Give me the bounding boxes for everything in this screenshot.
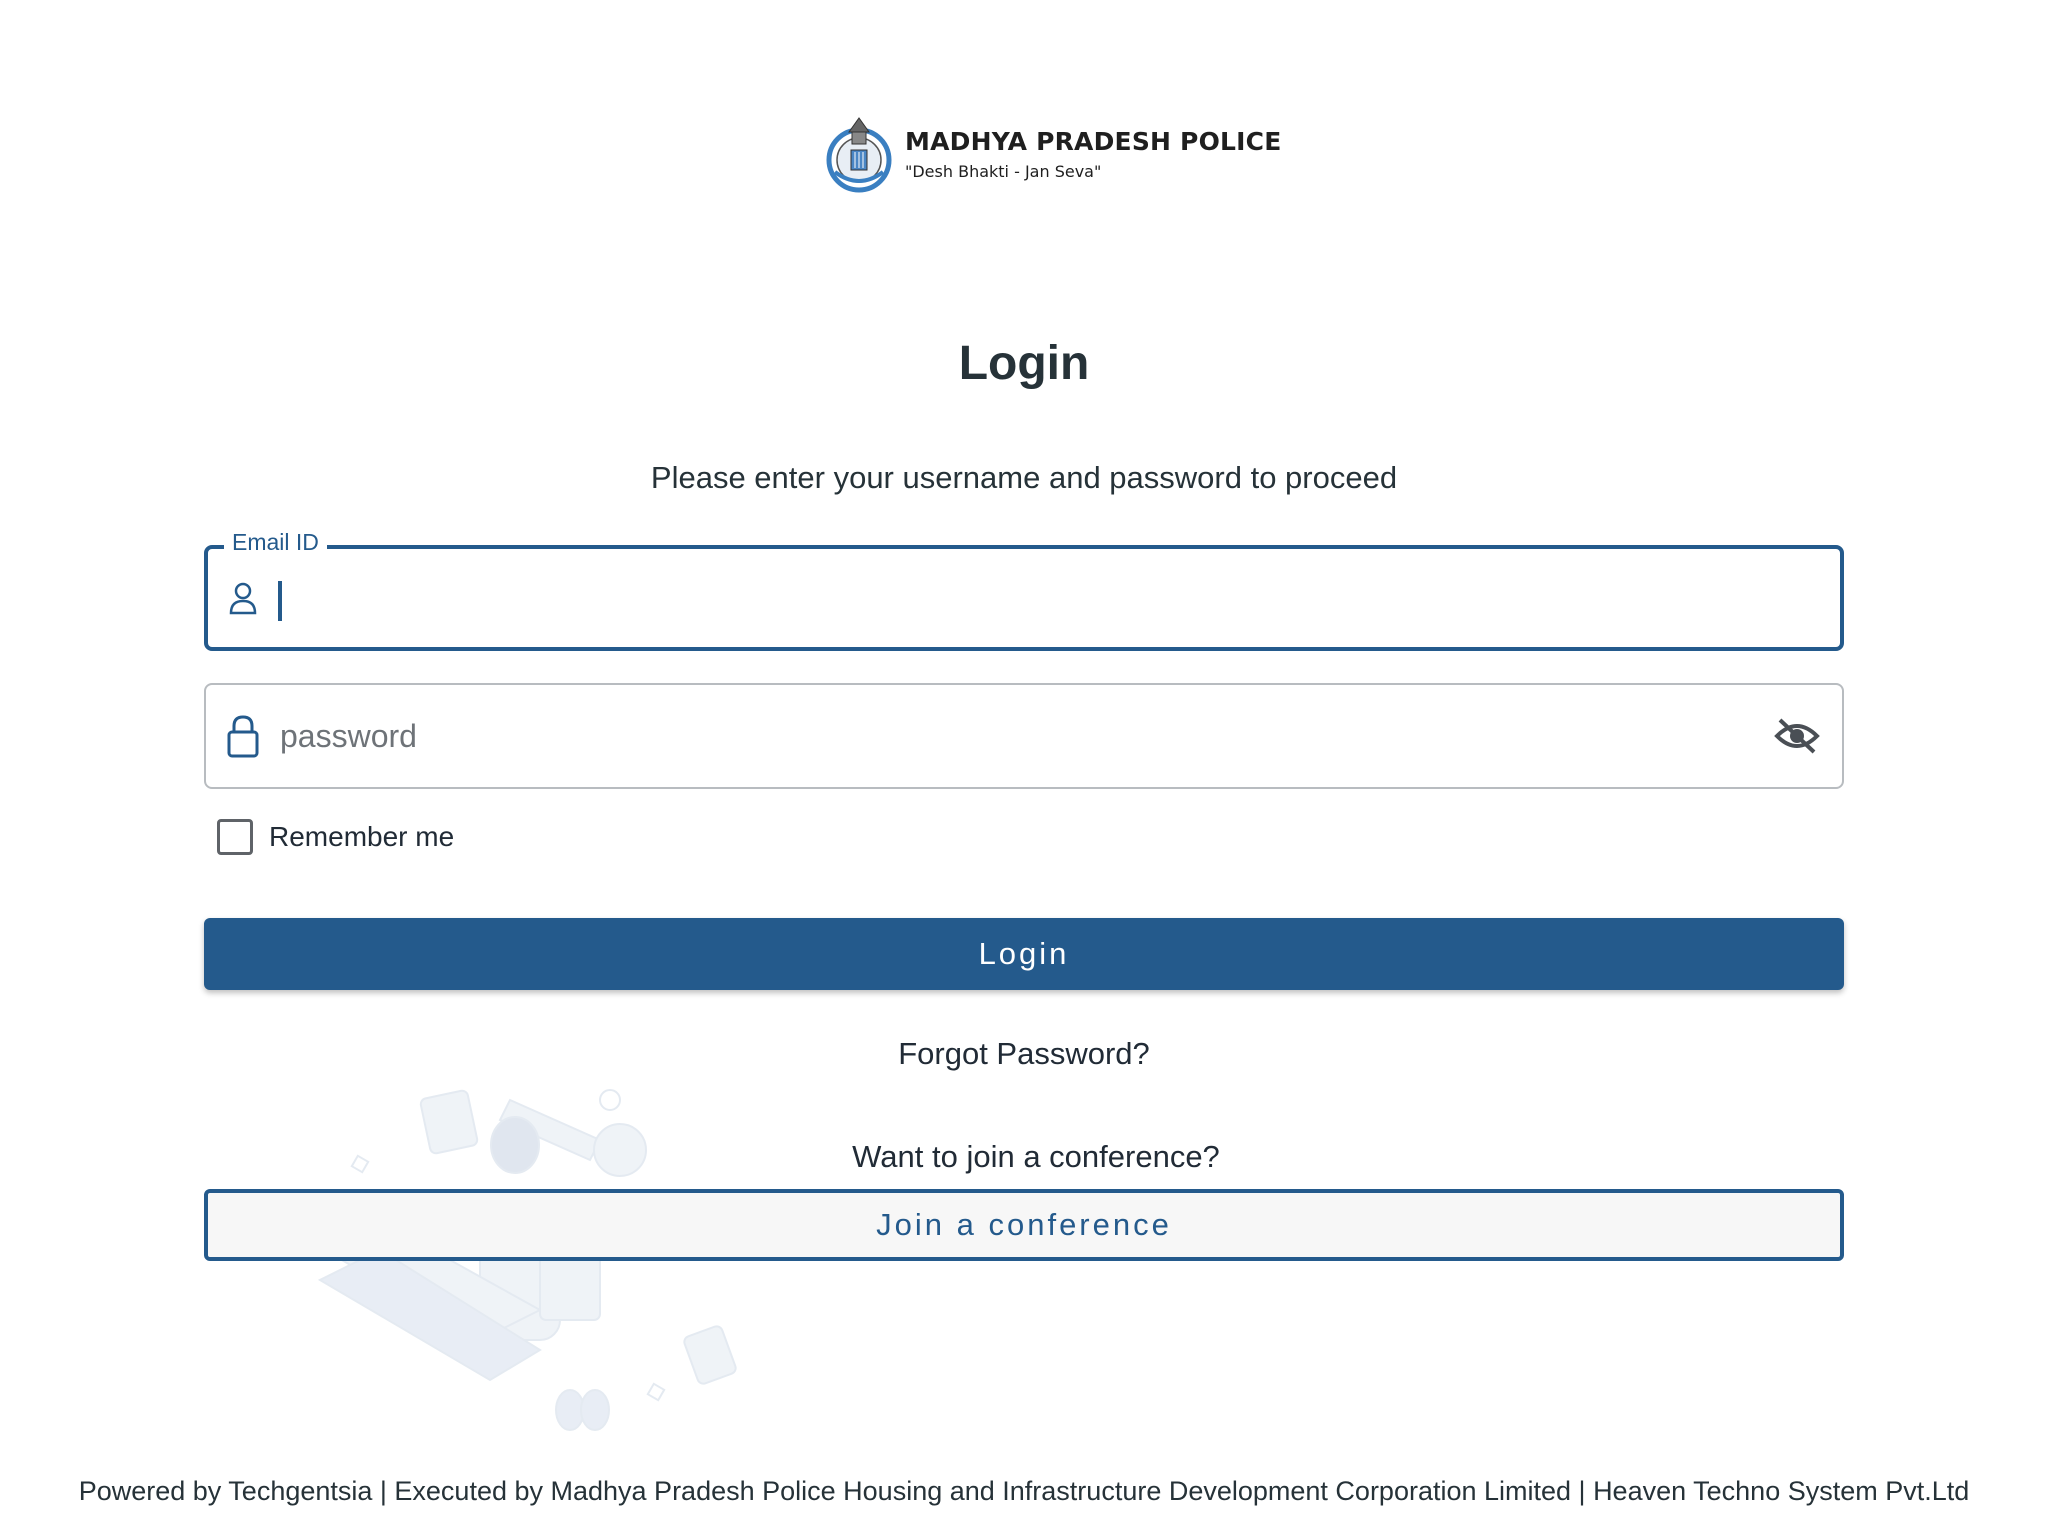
brand-header xyxy=(825,112,1281,196)
password-field[interactable] xyxy=(204,683,1844,789)
remember-label: Remember me xyxy=(269,821,455,852)
remember-me[interactable] xyxy=(217,819,454,855)
login-illustration xyxy=(300,1080,760,1460)
user-icon xyxy=(228,581,258,615)
page-subtitle: Please enter your username and password to proceed xyxy=(650,460,1398,495)
footer-credits: Powered by Techgentsia | Executed by Madhya Pradesh Police Housing and Infrastructure Development Corporation Limited | Heaven Techno System Pvt.Ltd xyxy=(78,1476,1970,1506)
forgot-password-link[interactable]: Forgot Password? xyxy=(898,1036,1150,1071)
page-title: Login xyxy=(958,337,1090,390)
email-field-label: Email ID xyxy=(224,529,327,556)
conference-question: Want to join a conference? xyxy=(852,1139,1220,1174)
text-caret xyxy=(278,581,282,621)
login-button[interactable]: Login xyxy=(204,918,1844,990)
police-emblem-icon xyxy=(825,112,893,196)
eye-off-icon[interactable] xyxy=(1774,716,1820,756)
lock-icon xyxy=(226,714,260,758)
remember-checkbox[interactable] xyxy=(217,819,253,855)
password-input[interactable] xyxy=(280,685,1680,787)
join-conference-button[interactable]: Join a conference xyxy=(204,1189,1844,1261)
email-field[interactable] xyxy=(204,529,1844,651)
brand-name: MADHYA PRADESH POLICE xyxy=(905,127,1282,156)
brand-tagline: "Desh Bhakti - Jan Seva" xyxy=(905,162,1102,181)
